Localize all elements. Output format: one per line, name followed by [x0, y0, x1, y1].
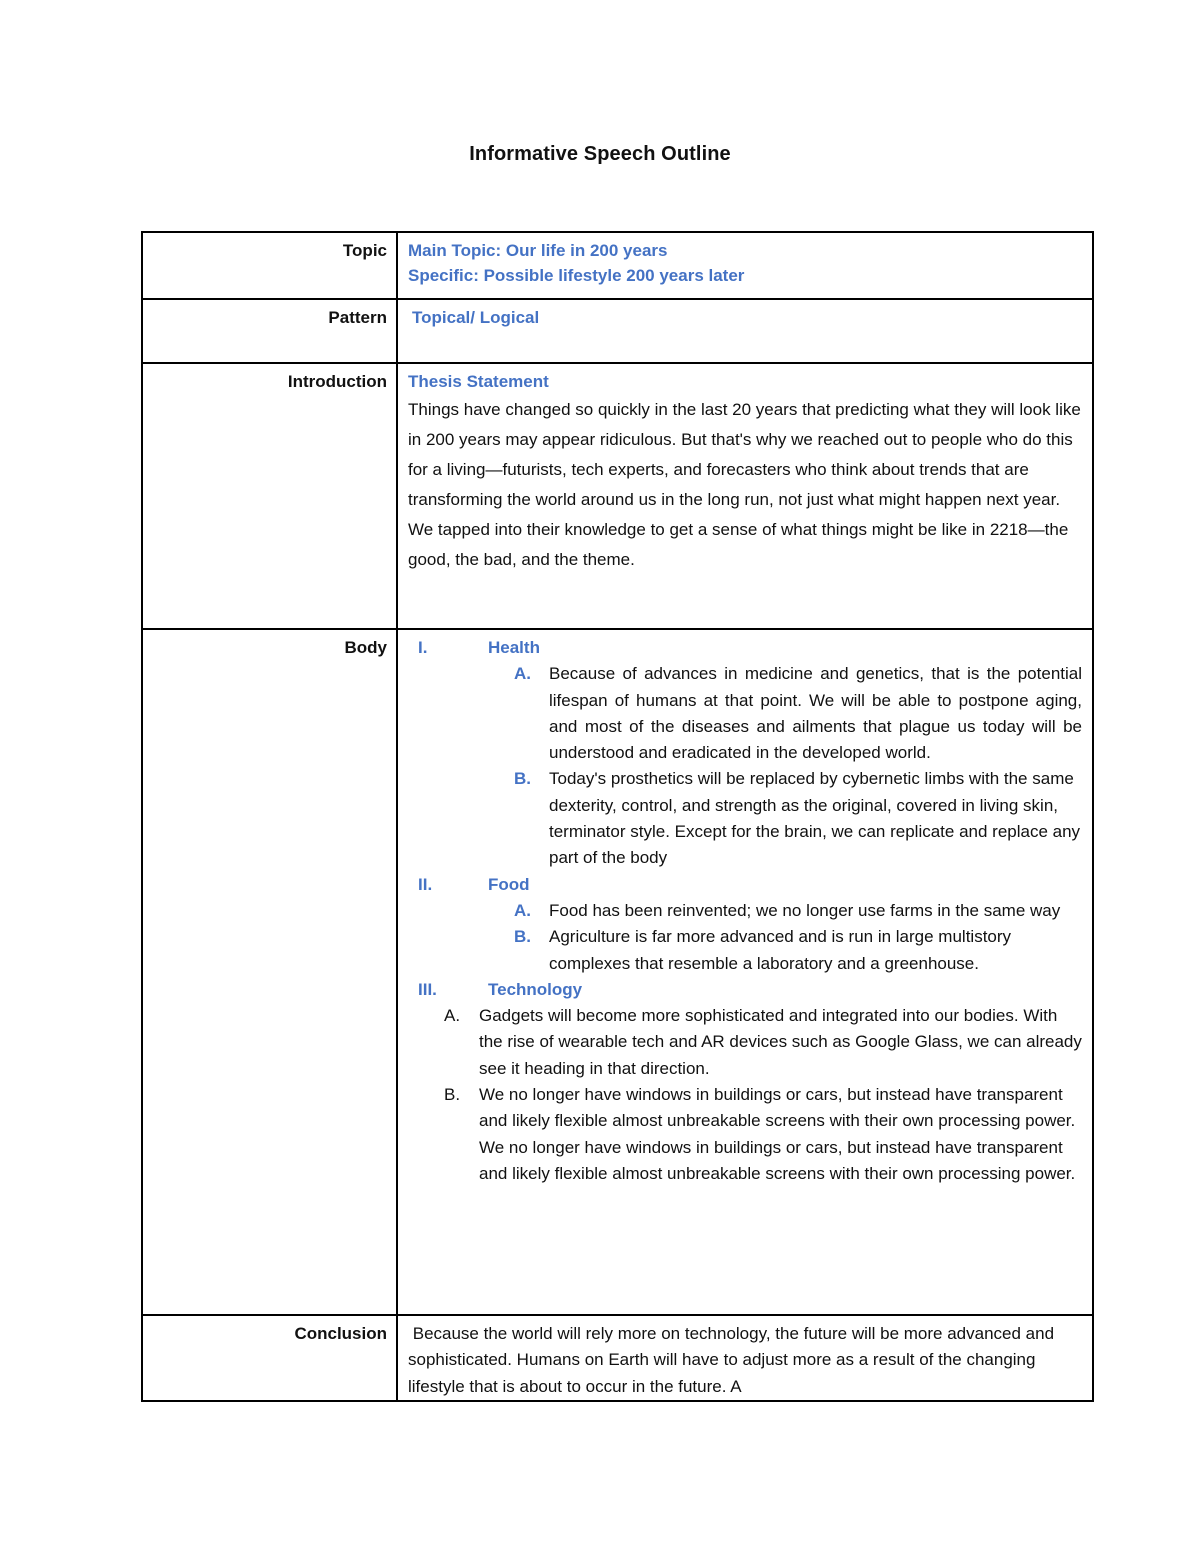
list-item	[408, 1082, 1082, 1187]
item-letter: B.	[514, 769, 531, 789]
pattern-cell	[397, 299, 1093, 363]
outline-table	[141, 231, 1094, 1402]
item-letter: B.	[444, 1085, 461, 1105]
conclusion-cell	[397, 1315, 1093, 1401]
conclusion-text: Because the world will rely more on technology, the future will be more advanced and sophisticated. Humans on Earth will have to adjust more as a result of the changing lifestyle that is about to occur in the future. A	[408, 1324, 1059, 1396]
item-letter: A.	[514, 900, 531, 920]
row-label-conclusion: Conclusion	[142, 1315, 397, 1401]
introduction-cell	[397, 363, 1093, 629]
row-label-pattern: Pattern	[142, 299, 397, 363]
list-item	[408, 924, 1082, 977]
thesis-text: Things have changed so quickly in the last 20 years that predicting what they will look like in 200 years may appear ridiculous. But that's why we reached out to people who do this for a living—futurists, tech experts, and forecasters who think about trends that are transforming the world around us in the long run, not just what might happen next year. We tapped into their knowledge to get a sense of what things might be like in 2218—the good, the bad, and the theme.	[408, 400, 1081, 570]
section-title: Health	[488, 638, 540, 657]
section-health	[408, 635, 1082, 661]
topic-row	[142, 232, 1093, 299]
pattern-value: Topical/ Logical	[412, 308, 540, 327]
list-item	[408, 766, 1082, 871]
item-text: Food has been reinvented; we no longer use farms in the same way	[549, 900, 1061, 920]
body-row	[142, 629, 1093, 1315]
introduction-row	[142, 363, 1093, 629]
section-food	[408, 872, 1082, 898]
item-text: Agriculture is far more advanced and is run in large multistory complexes that resemble a laboratory and a greenhouse.	[549, 927, 1012, 973]
list-item	[408, 661, 1082, 766]
topic-cell	[397, 232, 1093, 299]
main-topic: Main Topic: Our life in 200 years	[408, 241, 668, 260]
list-item	[408, 1003, 1082, 1082]
item-text: Today's prosthetics will be replaced by cybernetic limbs with the same dexterity, control, and strength as the original, covered in living skin, terminator style. Except for the brain, we can replicate and replace any part of the body	[549, 769, 1081, 868]
item-text: Because of advances in medicine and genetics, that is the potential lifespan of humans at that point. We will be able to postpone aging, and most of the diseases and ailments that plague us today will be understood and eradicated in the developed world.	[549, 664, 1082, 763]
list-item	[408, 898, 1082, 924]
section-technology	[408, 977, 1082, 1003]
item-letter: A.	[514, 664, 531, 684]
item-letter: B.	[514, 927, 531, 947]
row-label-topic: Topic	[142, 232, 397, 299]
specific-topic: Specific: Possible lifestyle 200 years later	[408, 266, 745, 285]
conclusion-row	[142, 1315, 1093, 1401]
section-number: II.	[418, 874, 433, 894]
row-label-body: Body	[142, 629, 397, 1315]
section-number: III.	[418, 979, 437, 999]
section-title: Food	[488, 874, 530, 894]
section-number: I.	[418, 638, 428, 657]
item-text: Gadgets will become more sophisticated and integrated into our bodies. With the rise of wearable tech and AR devices such as Google Glass, we can already see it heading in that direction.	[479, 1006, 1082, 1078]
item-text: We no longer have windows in buildings or cars, but instead have transparent and likely flexible almost unbreakable screens with their own processing power. We no longer have windows in buildings or cars, but instead have transparent and likely flexible almost unbreakable screens with their own processing power.	[479, 1085, 1076, 1183]
body-cell	[397, 629, 1093, 1315]
item-letter: A.	[444, 1006, 461, 1026]
section-title: Technology	[488, 979, 583, 999]
row-label-introduction: Introduction	[142, 363, 397, 629]
document-title: Informative Speech Outline	[469, 143, 731, 165]
thesis-heading: Thesis Statement	[408, 372, 549, 391]
pattern-row	[142, 299, 1093, 363]
